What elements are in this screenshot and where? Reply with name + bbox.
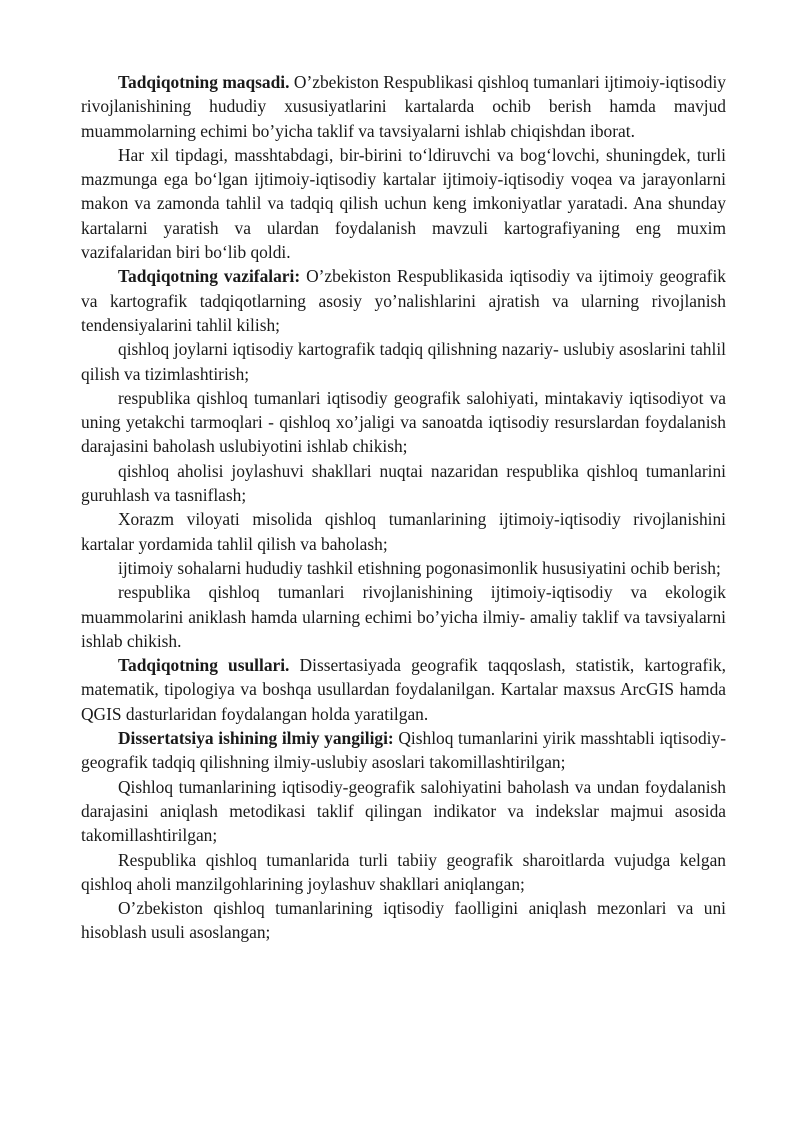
paragraph-text: Qishloq tumanlarining iqtisodiy-geografik salohiyatini baholash va undan foydalanish darajasini aniqlash metodikasi taklif qilingan indikator va indekslar majmui asosida takomillashtirilgan; (81, 776, 726, 846)
list-item (81, 580, 726, 653)
paragraph-text: respublika qishloq tumanlari rivojlanishining ijtimoiy-iqtisodiy va ekologik muammolarini aniklash hamda ularning echimi bo’yicha ilmiy- amaliy taklif va tavsiyalarni ishlab chikish. (81, 582, 726, 651)
list-item (81, 775, 726, 848)
list-item (81, 896, 726, 945)
list-item (81, 507, 726, 556)
paragraph-text: Respublika qishloq tumanlarida turli tabiiy geografik sharoitlarda vujudga kelgan qishloq aholi manzilgohlarining joylashuv shakllari aniqlangan; (81, 849, 726, 894)
paragraph-lead: Tadqiqotning usullari. (118, 655, 290, 676)
list-item (81, 386, 726, 459)
list-item (81, 556, 726, 580)
document-page (81, 70, 726, 945)
paragraph-text: respublika qishloq tumanlari iqtisodiy geografik salohiyati, mintakaviy iqtisodiyot va uning yetakchi tarmoqlari - qishloq xo’jaligi va sanoatda iqtisodiy resurslardan foydalanish darajasini baholash uslubiyotini ishlab chikish; (81, 387, 726, 457)
paragraph-maqsadi (81, 70, 726, 143)
paragraph-lead: Tadqiqotning vazifalari: (118, 266, 301, 287)
list-item (81, 848, 726, 897)
paragraph-vazifalari (81, 264, 726, 337)
paragraph-yangiligi (81, 726, 726, 775)
paragraph-lead: Tadqiqotning maqsadi. (118, 72, 290, 92)
paragraph-text: O’zbekiston qishloq tumanlarining iqtisodiy faolligini aniqlash mezonlari va uni hisoblash usuli asoslangan; (81, 898, 726, 943)
paragraph-text: O’zbekiston Respublikasida iqtisodiy va ijtimoiy geografik va kartografik tadqiqotlarning asosiy yo’nalishlarini ajratish va ularning rivojlanish tendensiyalarini tahlil kilish; (81, 266, 726, 335)
paragraph-text: Xorazm viloyati misolida qishloq tumanlarining ijtimoiy-iqtisodiy rivojlanishini kartalar yordamida tahlil qilish va baholash; (81, 509, 726, 554)
paragraph-kartalar (81, 143, 726, 264)
paragraph-lead: Dissertatsiya ishining ilmiy yangiligi: (118, 728, 394, 749)
paragraph-text: Dissertasiyada geografik taqqoslash, statistik, kartografik, matematik, tipologiya va boshqa usullardan foydalanilgan. Kartalar maxsus ArcGIS hamda QGIS dasturlaridan foydalangan holda yaratilgan. (81, 655, 726, 724)
paragraph-text: Qishloq tumanlarini yirik masshtabli iqtisodiy-geografik tadqiq qilishning ilmiy-uslubiy asoslari takomillashtirilgan; (81, 728, 726, 773)
list-item (81, 459, 726, 508)
paragraph-text: qishloq aholisi joylashuvi shakllari nuqtai nazaridan respublika qishloq tumanlarini guruhlash va tasniflash; (81, 460, 726, 506)
list-item (81, 337, 726, 386)
paragraph-usullari (81, 653, 726, 726)
paragraph-text: ijtimoiy sohalarni hududiy tashkil etishning pogonasimonlik hususiyatini ochib berish; (118, 557, 721, 578)
paragraph-text: qishloq joylarni iqtisodiy kartografik tadqiq qilishning nazariy- uslubiy asoslarini tahlil qilish va tizimlashtirish; (81, 339, 726, 384)
paragraph-text: Har xil tipdagi, masshtabdagi, bir-birini to‘ldiruvchi va bog‘lovchi, shuningdek, turli mazmunga ega bo‘lgan ijtimoiy-iqtisodiy kartalar ijtimoiy-iqtisodiy voqea va jarayonlarni makon va zamonda tahlil va tadqiq qilish uchun keng imkoniyatlar yaratadi. Ana shunday kartalarni yaratish va ulardan foydalanish mavzuli kartografiyaning eng muxim vazifalaridan biri bo‘lib qoldi. (81, 144, 726, 263)
paragraph-text: O’zbekiston Respublikasi qishloq tumanlari ijtimoiy-iqtisodiy rivojlanishining hududiy xususiyatlarini kartalarda ochib berish hamda mavjud muammolarning echimi bo’yicha taklif va tavsiyalarni ishlab chiqishdan iborat. (81, 72, 726, 141)
